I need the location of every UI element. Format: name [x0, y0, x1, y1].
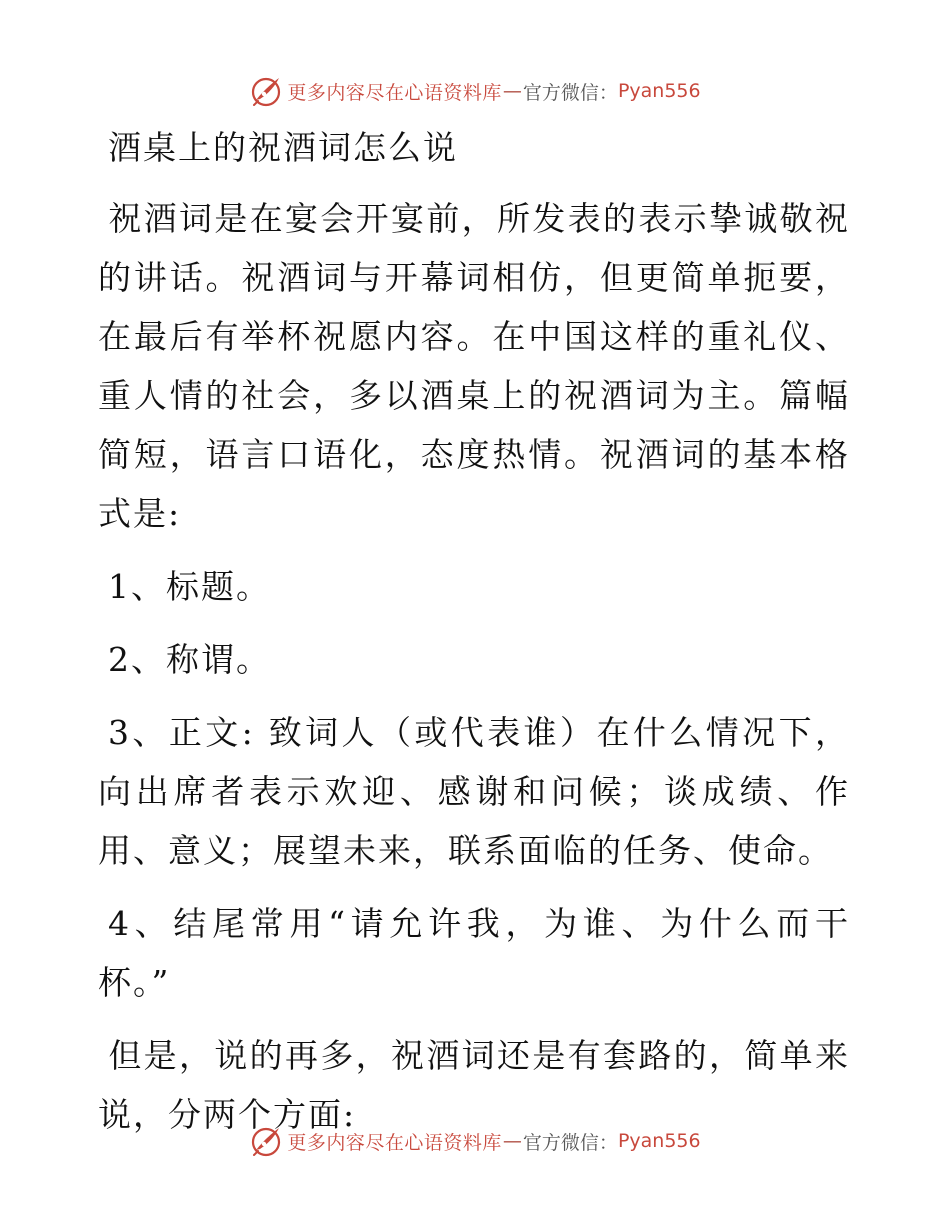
header-watermark-banner: [0, 71, 950, 111]
footer-watermark-banner: [0, 1121, 950, 1161]
document-title: 酒桌上的祝酒词怎么说: [108, 128, 458, 167]
banner-separator: —: [502, 1130, 522, 1152]
banner-brand-text: 更多内容尽在心语资料库: [287, 81, 502, 104]
list-item-salutation: [98, 630, 850, 689]
banner-wechat-id: Pyan556: [617, 1130, 701, 1152]
paragraph-conclusion-text: 但是，说的再多，祝酒词还是有套路的，简单来说，分两个方面:: [98, 1036, 850, 1134]
banner-wechat-label: 官方微信：: [522, 81, 618, 104]
quill-pen-logo-icon: [249, 1124, 283, 1158]
list-item-body: [98, 703, 850, 880]
list-item-title-text: 1、标题。: [108, 567, 271, 606]
list-item-salutation-text: 2、称谓。: [108, 640, 271, 679]
paragraph-intro-text: 祝酒词是在宴会开宴前，所发表的表示挚诚敬祝的讲话。祝酒词与开幕词相仿，但更简单扼要，在最后有举杯祝愿内容。在中国这样的重礼仪、重人情的社会，多以酒桌上的祝酒词为主。篇幅简短，语言口语化，态度热情。祝酒词的基本格式是:: [98, 199, 850, 533]
document-body: [98, 125, 850, 1158]
list-item-body-text: 3、正文: 致词人（或代表谁）在什么情况下，向出席者表示欢迎、感谢和问候；谈成绩、作用、意义；展望未来，联系面临的任务、使命。: [98, 713, 850, 870]
banner-wechat-id: Pyan556: [617, 80, 701, 102]
list-item-title: [98, 557, 850, 616]
banner-wechat-label: 官方微信：: [522, 1131, 618, 1154]
paragraph-intro: [98, 189, 850, 543]
banner-separator: —: [502, 80, 522, 102]
list-item-ending-text: 4、结尾常用“请允许我，为谁、为什么而干杯。”: [98, 904, 850, 1002]
banner-brand-text: 更多内容尽在心语资料库: [287, 1131, 502, 1154]
list-item-ending: [98, 894, 850, 1012]
quill-pen-logo-icon: [249, 74, 283, 108]
